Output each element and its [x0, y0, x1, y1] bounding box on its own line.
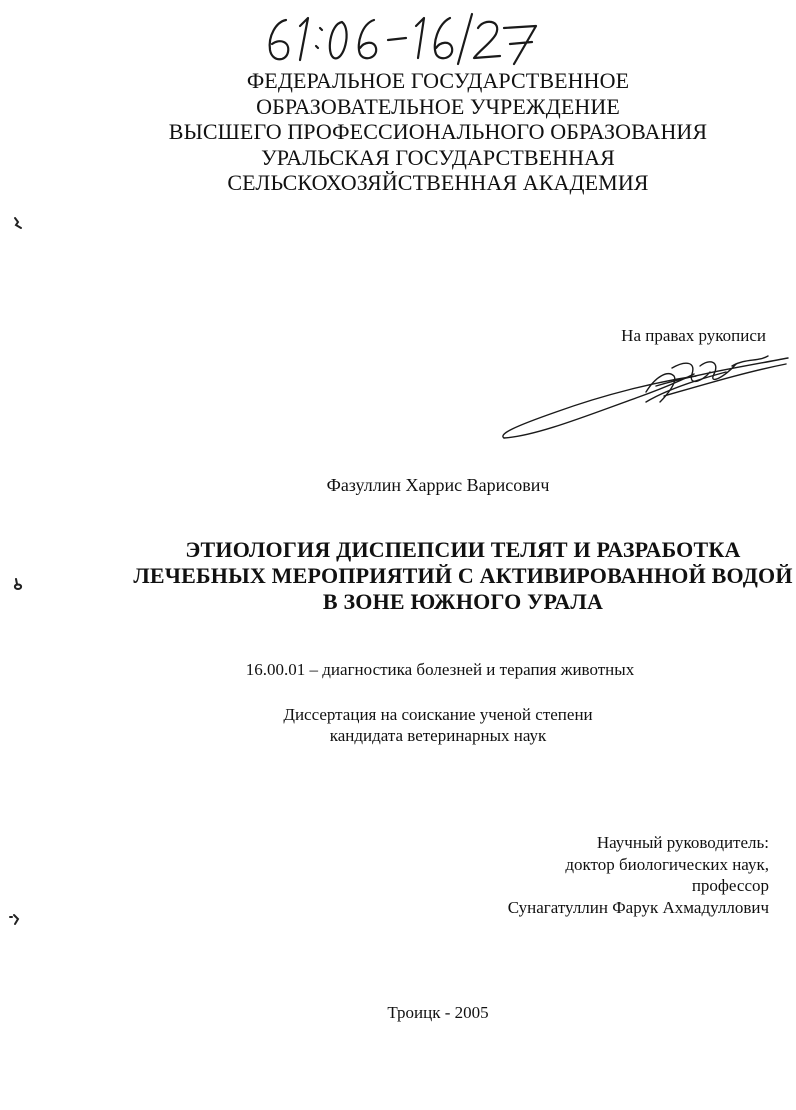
- institution-line: УРАЛЬСКАЯ ГОСУДАРСТВЕННАЯ: [261, 144, 615, 170]
- degree-line: Диссертация на соискание ученой степени: [283, 705, 593, 724]
- institution-line: ВЫСШЕГО ПРОФЕССИОНАЛЬНОГО ОБРАЗОВАНИЯ: [168, 119, 708, 144]
- title-line: ЛЕЧЕБНЫХ МЕРОПРИЯТИЙ С АКТИВИРОВАННОЙ ВОДОЙ: [133, 563, 793, 588]
- scan-mark: [8, 912, 20, 926]
- institution-line: ФЕДЕРАЛЬНОЕ ГОСУДАРСТВЕННОЕ: [246, 68, 630, 93]
- supervisor-line: профессор: [691, 876, 769, 895]
- institution-line: СЕЛЬСКОХОЗЯЙСТВЕННАЯ АКАДЕМИЯ: [227, 170, 649, 195]
- handwritten-archive-number: [256, 6, 546, 72]
- manuscript-note: На правах рукописи: [621, 326, 766, 345]
- degree-statement: [0, 704, 796, 746]
- supervisor-line: Сунагатуллин Фарук Ахмадуллович: [507, 897, 769, 917]
- supervisor-line: доктор биологических наук,: [565, 854, 769, 874]
- specialty-code: 16.00.01 – диагностика болезней и терапия животных: [245, 660, 635, 679]
- title-line: ЭТИОЛОГИЯ ДИСПЕПСИИ ТЕЛЯТ И РАЗРАБОТКА: [185, 537, 741, 562]
- handwritten-signature: [496, 346, 792, 448]
- supervisor-line: Научный руководитель:: [596, 833, 769, 852]
- dissertation-title: [0, 537, 796, 615]
- institution-line: ОБРАЗОВАТЕЛЬНОЕ УЧРЕЖДЕНИЕ: [256, 93, 620, 119]
- degree-line: кандидата ветеринарных наук: [329, 726, 547, 745]
- institution-name: [0, 68, 796, 196]
- title-line: В ЗОНЕ ЮЖНОГО УРАЛА: [322, 589, 604, 614]
- supervisor-block: [508, 832, 769, 918]
- author-name: Фазуллин Харрис Варисович: [326, 475, 550, 495]
- scan-mark: [12, 216, 24, 230]
- scan-mark: [12, 578, 24, 592]
- city-year: Троицк - 2005: [387, 1003, 489, 1022]
